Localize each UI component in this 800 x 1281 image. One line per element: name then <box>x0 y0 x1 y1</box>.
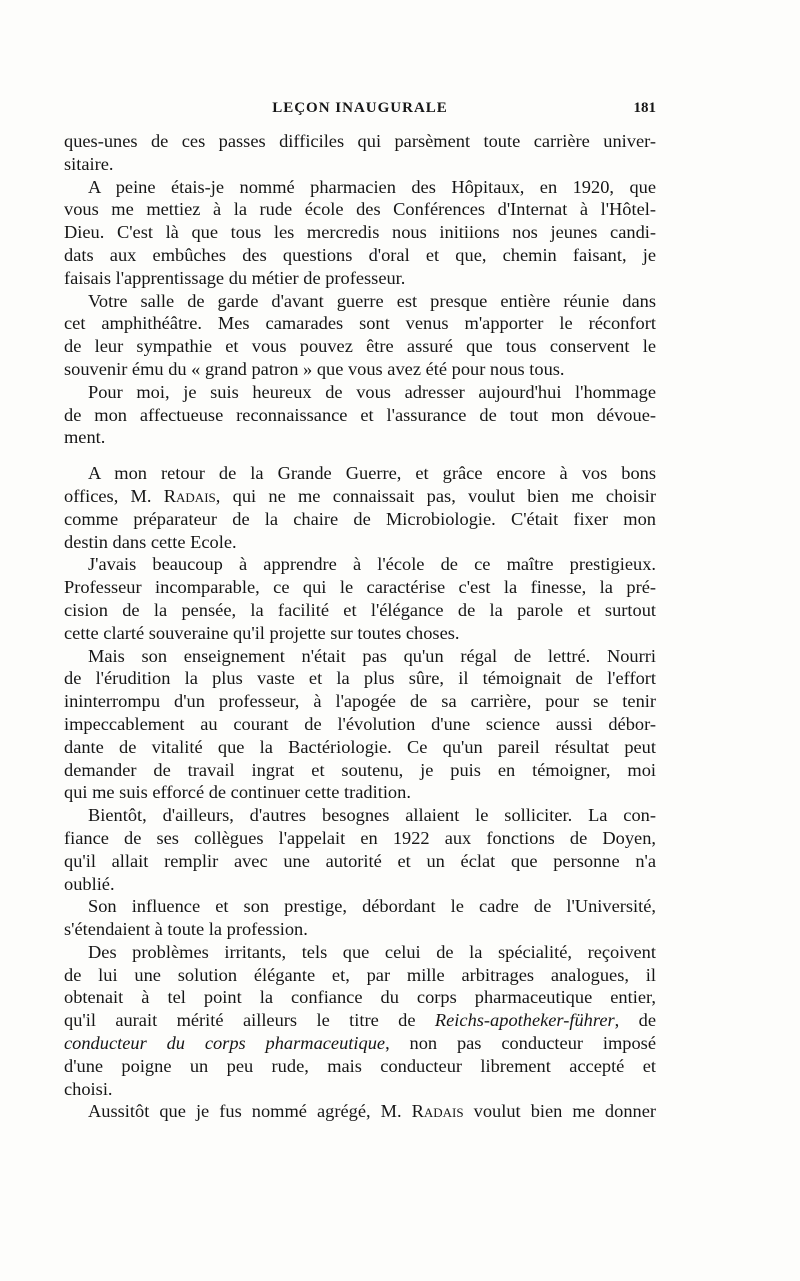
paragraph <box>64 895 656 941</box>
paragraph <box>64 462 656 553</box>
text-run: offices, M. <box>64 485 164 506</box>
text-line: de leur sympathie et vous pouvez être assuré que tous conservent le <box>64 336 656 357</box>
text-line: A mon retour de la Grande Guerre, et grâce encore à vos bons <box>88 463 656 484</box>
text-line: obtenait à tel point la confiance du corps pharmaceutique entier, <box>64 987 656 1008</box>
text-line: Mais son enseignement n'était pas qu'un régal de lettré. Nourri <box>88 645 656 666</box>
paragraph <box>64 290 656 381</box>
section-break <box>64 449 656 462</box>
text-line: Professeur incomparable, ce qui le caractérise c'est la finesse, la pré- <box>64 577 656 598</box>
text-line: oublié. <box>64 873 115 894</box>
text-line: impeccablement au courant de l'évolution d'une science aussi débor- <box>64 713 656 734</box>
text-run: , non pas conducteur imposé <box>385 1033 656 1054</box>
text-line: d'une poigne un peu rude, mais conducteur librement accepté et <box>64 1055 656 1076</box>
italic-term: conducteur du corps pharmaceutique <box>64 1033 386 1054</box>
text-line: ininterrompu d'un professeur, à l'apogée de sa carrière, pour se tenir <box>64 691 656 712</box>
running-head <box>64 100 656 122</box>
text-line: Son influence et son prestige, débordant le cadre de l'Université, <box>88 896 656 917</box>
text-line: ques-unes de ces passes difficiles qui parsèment toute carrière univer- <box>64 131 656 151</box>
text-line: cette clarté souveraine qu'il projette sur toutes choses. <box>64 622 460 643</box>
text-line: de lui une solution élégante et, par mille arbitrages analogues, il <box>64 964 656 985</box>
page-number: 181 <box>633 100 656 116</box>
text-run: voulut bien me donner <box>463 1101 656 1122</box>
text-line: Bientôt, d'ailleurs, d'autres besognes allaient le solliciter. La con- <box>88 805 656 826</box>
text-line: destin dans cette Ecole. <box>64 531 237 552</box>
body-text <box>64 130 656 1123</box>
text-line: faisais l'apprentissage du métier de professeur. <box>64 267 406 288</box>
text-line: cet amphithéâtre. Mes camarades sont venus m'apporter le réconfort <box>64 313 656 334</box>
text-line <box>64 1009 656 1032</box>
paragraph <box>64 130 656 176</box>
text-line: J'avais beaucoup à apprendre à l'école de ce maître prestigieux. <box>88 554 656 575</box>
text-line <box>64 485 656 508</box>
text-line: s'étendaient à toute la profession. <box>64 919 308 940</box>
text-line: Des problèmes irritants, tels que celui de la spécialité, reçoivent <box>88 941 656 962</box>
text-line: Votre salle de garde d'avant guerre est presque entière réunie dans <box>88 290 656 311</box>
text-line: comme préparateur de la chaire de Microbiologie. C'était fixer mon <box>64 508 656 529</box>
text-line: qu'il allait remplir avec une autorité et un éclat que personne n'a <box>64 850 656 871</box>
text-line: Pour moi, je suis heureux de vous adresser aujourd'hui l'hommage <box>88 381 656 402</box>
text-line <box>64 1032 656 1055</box>
paragraph <box>64 941 656 1101</box>
text-line: cision de la pensée, la facilité et l'élégance de la parole et surtout <box>64 599 656 620</box>
paragraph <box>64 381 656 449</box>
text-line: Dieu. C'est là que tous les mercredis nous initiions nos jeunes candi- <box>64 222 656 243</box>
text-run: qu'il aurait mérité ailleurs le titre de <box>64 1010 435 1031</box>
paragraph <box>64 1100 656 1123</box>
person-name: Radais <box>411 1101 464 1122</box>
text-line: demander de travail ingrat et soutenu, je puis en témoigner, moi <box>64 759 656 780</box>
text-line: souvenir ému du « grand patron » que vous avez été pour nous tous. <box>64 358 565 379</box>
text-line: qui me suis efforcé de continuer cette tradition. <box>64 782 411 803</box>
text-run: Aussitôt que je fus nommé agrégé, M. <box>88 1101 412 1122</box>
text-run: , de <box>614 1010 656 1031</box>
paragraph <box>64 176 656 290</box>
person-name: Radais <box>163 485 216 506</box>
text-line: vous me mettiez à la rude école des Conférences d'Internat à l'Hôtel- <box>64 199 656 220</box>
paragraph <box>64 553 656 644</box>
running-title: LEÇON INAUGURALE <box>272 100 448 116</box>
text-line: dats aux embûches des questions d'oral et que, chemin faisant, je <box>64 244 656 265</box>
paragraph <box>64 804 656 895</box>
text-line: choisi. <box>64 1078 113 1099</box>
text-run: , qui ne me connaissait pas, voulut bien me choisir <box>215 485 656 506</box>
text-line: fiance de ses collègues l'appelait en 1922 aux fonctions de Doyen, <box>64 827 656 848</box>
text-line: de l'érudition la plus vaste et la plus sûre, il témoignait de l'effort <box>64 668 656 689</box>
text-line: dante de vitalité que la Bactériologie. Ce qu'un pareil résultat peut <box>64 736 656 757</box>
paragraph <box>64 645 656 805</box>
text-line: A peine étais-je nommé pharmacien des Hôpitaux, en 1920, que <box>88 176 656 197</box>
text-line: sitaire. <box>64 153 114 174</box>
text-line: ment. <box>64 427 106 448</box>
text-line <box>64 1100 656 1123</box>
italic-term: Reichs-apotheker-führer <box>434 1010 615 1031</box>
text-line: de mon affectueuse reconnaissance et l'assurance de tout mon dévoue- <box>64 404 656 425</box>
